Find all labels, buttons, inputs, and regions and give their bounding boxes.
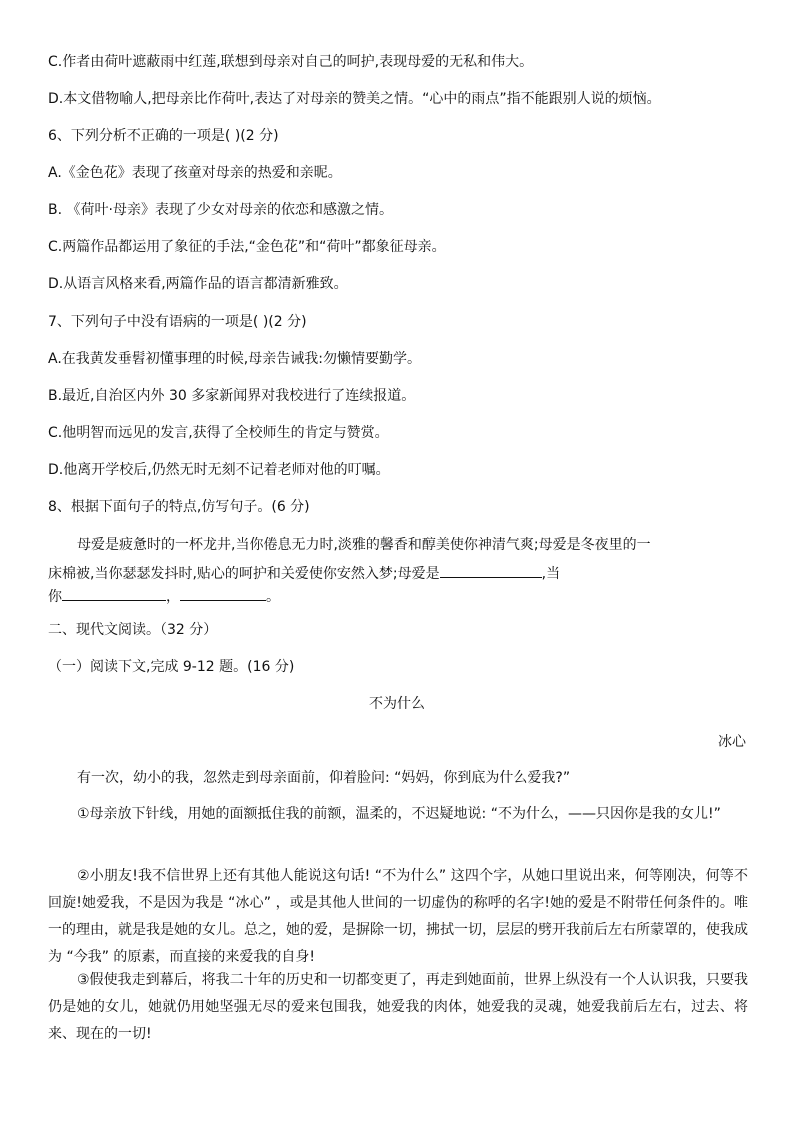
q7-option-d: D.他离开学校后,仍然无时无刻不记着老师对他的叮嘱。: [48, 462, 390, 478]
section2-heading: 二、现代文阅读。（32 分）: [48, 622, 218, 638]
q8-text-line3: [48, 584, 280, 607]
article-paragraph-2: ②小朋友!我不信世界上还有其他人能说这句话! “不为什么” 这四个字，从她口里说出来，何等刚决，何等不回旋!她爱我，不是因为我是 “冰心” ，或是其他人世间的一切虚伪的称呼的名字!她的爱是不附带任何条件的。唯一的理由，就是我是她的女儿。总之，她的爱，是摒除一切，拂拭一切，层层的劈开我前后左右所蒙罩的，使我成为 “今我” 的原素，而直接的来爱我的自身!: [48, 868, 748, 965]
section2-subheading: （一）阅读下文,完成 9-12 题。(16 分): [48, 659, 295, 675]
q7-option-c: C.他明智而远见的发言,获得了全校师生的肯定与赞赏。: [48, 425, 389, 441]
answer-blank-3[interactable]: [180, 584, 266, 601]
q8-stem: 8、根据下面句子的特点,仿写句子。(6 分): [48, 499, 310, 515]
q5-option-d: D.本文借物喻人,把母亲比作荷叶,表达了对母亲的赞美之情。“心中的雨点”指不能跟别人说的烦恼。: [48, 91, 661, 107]
article-paragraph-1: ①母亲放下针线，用她的面额抵住我的前额，温柔的，不迟疑地说: “不为什么，——只因你是我的女儿!”: [77, 806, 721, 822]
q8-text-line2-end: ,当: [541, 566, 561, 582]
q8-text-line3-end: 。: [266, 589, 280, 605]
q8-text-line1: 母爱是疲惫时的一杯龙井,当你倦息无力时,淡雅的馨香和醇美使你神清气爽;母爱是冬夜里的一: [77, 537, 651, 553]
article-paragraph-0: 有一次，幼小的我，忽然走到母亲面前，仰着脸问: “妈妈，你到底为什么爱我?”: [77, 770, 571, 786]
q7-option-b: B.最近,自治区内外 30 多家新闻界对我校进行了连续报道。: [48, 388, 416, 404]
article-author: 冰心: [718, 734, 746, 750]
q5-option-c: C.作者由荷叶遮蔽雨中红莲,联想到母亲对自己的呵护,表现母爱的无私和伟大。: [48, 54, 534, 70]
q7-option-a: A.在我黄发垂髫初懂事理的时候,母亲告诫我:勿懒情要勤学。: [48, 351, 421, 367]
answer-blank-2[interactable]: [62, 584, 166, 601]
q6-option-d: D.从语言风格来看,两篇作品的语言都清新雅致。: [48, 276, 348, 292]
q6-option-a: A.《金色花》表现了孩童对母亲的热爱和亲昵。: [48, 165, 342, 181]
q6-stem: 6、下列分析不正确的一项是( )(2 分): [48, 128, 279, 144]
article-paragraph-3: ③假使我走到幕后，将我二十年的历史和一切都变更了，再走到她面前，世界上纵没有一个人认识我，只要我仍是她的女儿，她就仍用她坚强无尽的爱来包围我，她爱我的肉体，她爱我的灵魂，她爱我前后左右，过去、将来、现在的一切!: [48, 972, 748, 1042]
q8-text-line2: [48, 561, 560, 584]
q6-option-c: C.两篇作品都运用了象征的手法,“金色花”和“荷叶”都象征母亲。: [48, 239, 446, 255]
q8-text-line3-start: 你: [48, 589, 62, 605]
q8-text-line2-start: 床棉被,当你瑟瑟发抖时,贴心的呵护和关爱使你安然入梦;母爱是: [48, 566, 440, 582]
q6-option-b: B. 《荷叶·母亲》表现了少女对母亲的依恋和感激之情。: [48, 202, 393, 218]
q8-text-line3-comma: ，: [166, 589, 180, 605]
answer-blank-1[interactable]: [440, 561, 542, 578]
article-title: 不为什么: [369, 696, 425, 712]
q7-stem: 7、下列句子中没有语病的一项是( )(2 分): [48, 314, 307, 330]
